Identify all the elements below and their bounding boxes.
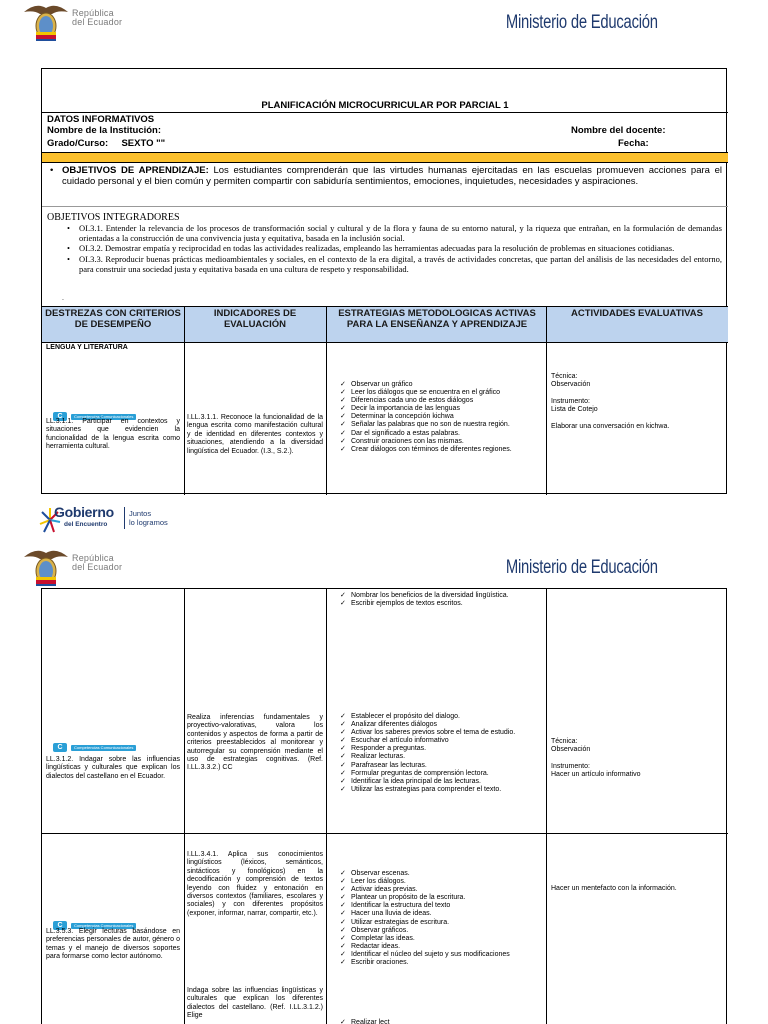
- competencia-c-icon: C: [53, 412, 67, 421]
- estrategias-list: [338, 381, 540, 454]
- estrategia-item: ✓ Completar las ideas.: [338, 935, 540, 943]
- estrategia-item: ✓ Formular preguntas de comprensión lectora.: [338, 770, 540, 778]
- grado-label: Grado/Curso: SEXTO "": [47, 138, 166, 149]
- estrategia-item: ✓ Señalar las palabras que no son de nuestra región.: [338, 421, 540, 429]
- estrategia-item: ✓ Establecer el propósito del dialogo.: [338, 713, 540, 721]
- integradores-list: [67, 223, 722, 274]
- estrategia-item: ✓ Redactar ideas.: [338, 943, 540, 951]
- page-header-2: [0, 545, 768, 593]
- estrategia-item: ✓ Utilizar estrategias de escritura.: [338, 919, 540, 927]
- estrategia-item: ✓ Leer los diálogos.: [338, 878, 540, 886]
- competencia-badge: C Competencias Comunicacionales: [53, 736, 136, 754]
- estrategia-item: ✓ Diferencias cada uno de estos diálogos: [338, 397, 540, 405]
- header-indicadores: INDICADORES DE EVALUACIÓN: [213, 308, 297, 330]
- subject-label: LENGUA Y LITERATURA: [46, 344, 128, 351]
- indicador-cell: I.LL.3.1.1. Reconoce la funcionalidad de la lengua escrita como manifestación cultural y de identidad en diferentes contextos y situaciones, atendiendo a la diversidad lingüística del Ecuador. (I.3., S.2.).: [187, 414, 323, 455]
- planning-page-2: [41, 588, 727, 1024]
- header-destrezas: DESTREZAS CON CRITERIOS DE DESEMPEÑO: [45, 308, 181, 330]
- integrador-item: • OI.3.3. Reproducir buenas prácticas medioambientales y sociales, en el contexto de la era digital, a través de actividades concretas, que partan del análisis de las necesidades del entorno, para construir una sociedad justa y equitativa basada en una cultura de respeto y responsabilidad.: [67, 253, 722, 274]
- estrategia-item: ✓ Observar un gráfico: [338, 381, 540, 389]
- estrategia-item: ✓ Realizar lecturas.: [338, 753, 540, 761]
- estrategias-list: [338, 870, 540, 967]
- estrategias-list-continued: [338, 592, 540, 608]
- ministerio-title: Ministerio de Educación: [506, 557, 658, 578]
- highlight-band: [42, 152, 728, 163]
- datos-informativos-label: DATOS INFORMATIVOS: [47, 114, 155, 125]
- ecuador-coat-of-arms-icon: [22, 547, 70, 587]
- estrategia-item: ✓ Construir oraciones con las mismas.: [338, 438, 540, 446]
- indicador-cell: Indaga sobre las influencias lingüísticas y culturales que explican los diferentes dialectos del castellano. (Ref. I.LL.3.1.2.) Elige: [187, 987, 323, 1020]
- ecuador-coat-of-arms-icon: [22, 2, 70, 42]
- fecha-label: Fecha:: [618, 138, 649, 149]
- estrategia-item: ✓ Activar los saberes previos sobre el tema de estudio.: [338, 729, 540, 737]
- estrategias-list: [338, 713, 540, 794]
- actividades-cell: Hacer un mentefacto con la información.: [551, 885, 677, 892]
- estrategia-item: ✓ Crear diálogos con términos de diferentes regiones.: [338, 446, 540, 454]
- estrategia-item: ✓ Parafrasear las lecturas.: [338, 762, 540, 770]
- estrategia-item: ✓ Observar escenas.: [338, 870, 540, 878]
- del-encuentro-text: del Encuentro: [64, 521, 108, 528]
- integrador-item: • OI.3.1. Entender la relevancia de los procesos de transformación social y cultural y de la flora y fauna de su entorno natural, y la riqueza que entrañan, en la formulación de demandas orientadas a la construcción de una convivencia justa y equitativa, basada en la inclusión social.: [67, 223, 722, 244]
- estrategia-item: ✓ Identificar la idea principal de las lecturas.: [338, 778, 540, 786]
- planning-page-1: [41, 68, 727, 494]
- grado-value: SEXTO "": [121, 138, 166, 149]
- gobierno-encuentro-logo: [38, 504, 198, 538]
- estrategia-item: ✓ Plantear un propósito de la escritura.: [338, 894, 540, 902]
- destreza-cell: LL.3.1.1. Participar en contextos y situaciones que evidencien la funcionalidad de la lengua escrita como herramienta cultural.: [46, 418, 180, 451]
- ministerio-title: Ministerio de Educación: [506, 12, 658, 33]
- estrategia-item: ✓ Dar el significado a estas palabras.: [338, 430, 540, 438]
- page-header: [0, 0, 768, 48]
- estrategia-item: ✓ Identificar la estructura del texto: [338, 902, 540, 910]
- estrategia-item: ✓ Identificar el núcleo del sujeto y sus modificaciones: [338, 951, 540, 959]
- objetivos-aprendizaje: • OBJETIVOS DE APRENDIZAJE: Los estudiantes comprenderán que las virtudes humanas ejercitadas en las escuelas promueven acciones para el cuidado personal y el bien común y permiten compartir con sabiduría sentimientos, emociones, inquietudes, necesidades y aspiraciones.: [50, 165, 723, 187]
- estrategia-item: ✓ Realizar lect: [338, 1019, 540, 1024]
- competencia-badge: C Competencias Comunicacionales: [53, 405, 136, 423]
- estrategia-item: ✓ Leer los diálogos que se encuentra en el gráfico: [338, 389, 540, 397]
- institucion-label: Nombre de la Institución:: [47, 125, 162, 136]
- estrategias-list: [338, 1019, 540, 1024]
- estrategia-item: ✓ Responder a preguntas.: [338, 745, 540, 753]
- table-header: [42, 306, 728, 343]
- estrategia-item: ✓ Hacer una lluvia de ideas.: [338, 910, 540, 918]
- estrategia-item: ✓ Activar ideas previas.: [338, 886, 540, 894]
- estrategia-item: ✓ Escuchar el artículo informativo: [338, 737, 540, 745]
- estrategia-item: ✓ Utilizar las estrategias para comprender el texto.: [338, 786, 540, 794]
- header-actividades: ACTIVIDADES EVALUATIVAS: [571, 308, 703, 319]
- indicador-cell: I.LL.3.4.1. Aplica sus conocimientos lingüísticos (léxicos, semánticos, sintácticos y fonológicos) en la decodificación y comprensión de textos leyendo con fluidez y entonación en diversos contextos (familiares, escolares y sociales) y con diferentes propósitos (exponer, informar, narrar, compartir, etc.).: [187, 851, 323, 917]
- integradores-label: OBJETIVOS INTEGRADORES: [47, 212, 180, 223]
- header-estrategias: ESTRATEGIAS METODOLOGICAS ACTIVAS PARA LA ENSEÑANZA Y APRENDIZAJE: [338, 308, 536, 330]
- document-title: PLANIFICACIÓN MICROCURRICULAR POR PARCIAL 1: [261, 100, 509, 111]
- estrategia-item: ✓ Escribir oraciones.: [338, 959, 540, 967]
- docente-label: Nombre del docente:: [571, 125, 666, 136]
- estrategia-item: ✓ Nombrar los beneficios de la diversidad lingüística.: [338, 592, 540, 600]
- estrategia-item: ✓ Escribir ejemplos de textos escritos.: [338, 600, 540, 608]
- competencia-badge: C Competencias Comunicacionales: [53, 914, 136, 932]
- actividades-cell: Técnica: Observación Instrumento: Hacer un artículo informativo: [551, 738, 641, 779]
- integradores-dot: .: [62, 295, 64, 302]
- actividades-cell: Técnica: Observación Instrumento: Lista de Cotejo Elaborar una conversación en kichwa.: [551, 373, 670, 430]
- indicador-cell: Realiza inferencias fundamentales y proyectivo-valorativas, valora los contenidos y aspectos de forma a partir de criterios preestablecidos al monitorear y autorregular su comprensión mediante el uso de estrategias cognitivas. (Ref. I.LL.3.3.2.) CC: [187, 714, 323, 772]
- destreza-cell: LL.3.1.2. Indagar sobre las influencias lingüísticas y culturales que explican los dialectos del castellano en el Ecuador.: [46, 756, 180, 780]
- gobierno-text: Gobierno: [54, 504, 114, 520]
- competencia-c-icon: C: [53, 921, 67, 930]
- estrategia-item: ✓ Observar gráficos.: [338, 927, 540, 935]
- estrategia-item: ✓ Analizar diferentes diálogos: [338, 721, 540, 729]
- integrador-item: • OI.3.2. Demostrar empatía y reciprocidad en todas las actividades realizadas, empleando las herramientas adecuadas para la resolución de problemas en situaciones cotidianas.: [67, 243, 675, 254]
- juntos-lo-logramos: Juntos lo logramos: [129, 509, 168, 527]
- estrategia-item: ✓ Determinar la concepción kichwa: [338, 413, 540, 421]
- destreza-cell: LL.3.5.3. Elegir lecturas basándose en preferencias personales de autor, género o temas y el manejo de diversos soportes para formarse como lector autónomo.: [46, 928, 180, 961]
- estrategia-item: ✓ Decir la importancia de las lenguas: [338, 405, 540, 413]
- republica-ecuador-text: República del Ecuador: [72, 553, 123, 572]
- competencia-c-icon: C: [53, 743, 67, 752]
- republica-ecuador-text: República del Ecuador: [72, 8, 123, 27]
